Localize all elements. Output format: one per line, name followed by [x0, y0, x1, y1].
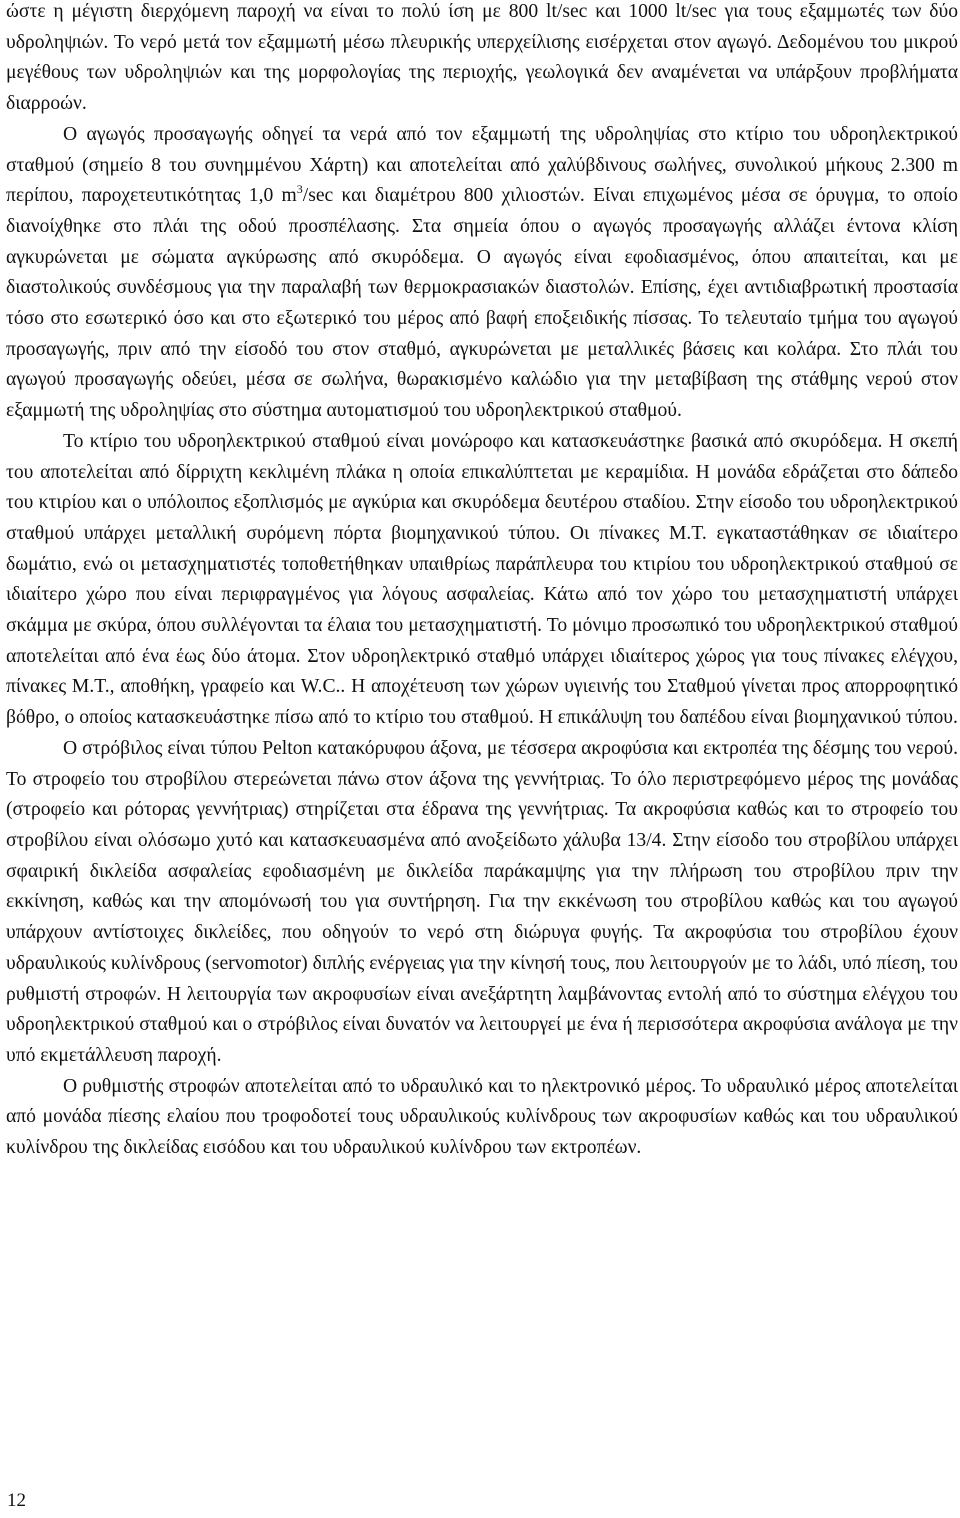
paragraph-2 — [6, 120, 958, 427]
paragraph-5: Ο ρυθμιστής στροφών αποτελείται από το υδραυλικό και το ηλεκτρονικό μέρος. Το υδραυλικό μέρος αποτελείται από μονάδα πίεσης ελαίου που τροφοδοτεί τους υδραυλικούς κυλίνδρους των ακροφυσίων καθώς και του υδραυλικού κυλίνδρου της δικλείδας εισόδου και του υδραυλικού κυλίνδρου των εκτροπέων. — [6, 1075, 958, 1159]
superscript-exponent: 3 — [296, 181, 303, 196]
paragraph-3: Το κτίριο του υδροηλεκτρικού σταθμού είναι μονώροφο και κατασκευάστηκε βασικά από σκυρόδεμα. Η σκεπή του αποτελείται από δίρριχτη κεκλιμένη πλάκα η οποία επικαλύπτεται με κεραμίδια. Η μονάδα εδράζεται στο δάπεδο του κτιρίου και ο υπόλοιπος εξοπλισμός με αγκύρια και σκυρόδεμα δευτέρου σταδίου. Στην είσοδο του υδροηλεκτρικού σταθμού υπάρχει μεταλλική συρόμενη πόρτα βιομηχανικού τύπου. Οι πίνακες Μ.Τ. εγκαταστάθηκαν σε ιδιαίτερο δωμάτιο, ενώ οι μετασχηματιστές τοποθετήθηκαν υπαιθρίως παράπλευρα του κτιρίου του υδροηλεκτρικού σταθμού σε ιδιαίτερο χώρο που είναι περιφραγμένος για λόγους ασφαλείας. Κάτω από τον χώρο του μετασχηματιστή υπάρχει σκάμμα με σκύρα, όπου συλλέγονται τα έλαια του μετασχηματιστή. Το μόνιμο προσωπικό του υδροηλεκτρικού σταθμού αποτελείται από ένα έως δύο άτομα. Στον υδροηλεκτρικό σταθμό υπάρχει ιδιαίτερος χώρος για τους πίνακες ελέγχου, πίνακες Μ.Τ., αποθήκη, γραφείο και W.C.. Η αποχέτευση των χώρων υγιεινής του Σταθμού γίνεται προς απορροφητικό βόθρο, ο οποίος κατασκευάστηκε πίσω από το κτίριο του σταθμού. Η επικάλυψη του δαπέδου είναι βιομηχανικού τύπου. — [6, 430, 958, 729]
paragraph-1: ώστε η μέγιστη διερχόμενη παροχή να είναι το πολύ ίση με 800 lt/sec και 1000 lt/sec για τους εξαμμωτές των δύο υδροληψιών. Το νερό μετά τον εξαμμωτή μέσω πλευρικής υπερχείλισης εισέρχεται στον αγωγό. Δεδομένου του μικρού μεγέθους των υδροληψιών και της μορφολογίας της περιοχής, γεωλογικά δεν αναμένεται να υπάρξουν προβλήματα διαρροών. — [6, 1, 958, 115]
page-number: 12 — [7, 1490, 26, 1511]
document-page — [6, 0, 958, 1164]
paragraph-2-text-end: /sec και διαμέτρου 800 χιλιοστών. Είναι επιχωμένος μέσα σε όρυγμα, το οποίο διανοίχθηκε στο πλάι της οδού προσπέλασης. Στα σημεία όπου ο αγωγός προσαγωγής αλλάζει έντονα κλίση αγκυρώνεται με σώματα αγκύρωσης από σκυρόδεμα. Ο αγωγός είναι εφοδιασμένος, όπου απαιτείται, και με διαστολικούς συνδέσμους για την παραλαβή των θερμοκρασιακών διαστολών. Επίσης, έχει αντιδιαβρωτική προστασία τόσο στο εσωτερικό όσο και στο εξωτερικό του μέρος από βαφή εποξειδικής πίσσας. Το τελευταίο τμήμα του αγωγού προσαγωγής, πριν από την είσοδό του στον σταθμό, αγκυρώνεται με μεταλλικές βάσεις και κολάρα. Στο πλάι του αγωγού προσαγωγής οδεύει, μέσα σε σωλήνα, θωρακισμένο καλώδιο για την μεταβίβαση της στάθμης νερού στον εξαμμωτή της υδροληψίας στο σύστημα αυτοματισμού του υδροηλεκτρικού σταθμού. — [6, 185, 958, 422]
paragraph-2-text-start: Ο αγωγός προσαγωγής οδηγεί τα νερά από τον εξαμμωτή της υδροληψίας στο κτίριο του υδροηλεκτρικού σταθμού (σημείο 8 του συνημμένου Χάρτη) και αποτελείται από χαλύβδινους σωλήνες, συνολικού μήκους 2.300 m περίπου, παροχετευτικότητας 1,0 m — [6, 123, 958, 207]
paragraph-4: Ο στρόβιλος είναι τύπου Pelton κατακόρυφου άξονα, με τέσσερα ακροφύσια και εκτροπέα της δέσμης του νερού. Το στροφείο του στροβίλου στερεώνεται πάνω στον άξονα της γεννήτριας. Το όλο περιστρεφόμενο μέρος της μονάδας (στροφείο και ρότορας γεννήτριας) στηρίζεται στα έδρανα της γεννήτριας. Τα ακροφύσια καθώς και το στροφείο του στροβίλου είναι ολόσωμο χυτό και κατασκευασμένα από ανοξείδωτο χάλυβα 13/4. Στην είσοδο του στροβίλου υπάρχει σφαιρική δικλείδα ασφαλείας εφοδιασμένη με δικλείδα παράκαμψης για την πλήρωση του στροβίλου πριν την εκκίνηση, καθώς και την απομόνωσή του για συντήρηση. Για την εκκένωση του στροβίλου καθώς και του αγωγού υπάρχουν αντίστοιχες δικλείδες, που οδηγούν το νερό στη διώρυγα φυγής. Τα ακροφύσια του στροβίλου έχουν υδραυλικούς κυλίνδρους (servomotor) διπλής ενέργειας για την κίνησή τους, που λειτουργούν με το λάδι, υπό πίεση, του ρυθμιστή στροφών. Η λειτουργία των ακροφυσίων είναι ανεξάρτητη λαμβάνοντας εντολή από το σύστημα ελέγχου του υδροηλεκτρικού σταθμού και ο στρόβιλος είναι δυνατόν να λειτουργεί με ένα ή περισσότερα ακροφύσια ανάλογα με την υπό εκμετάλλευση παροχή. — [6, 737, 958, 1066]
